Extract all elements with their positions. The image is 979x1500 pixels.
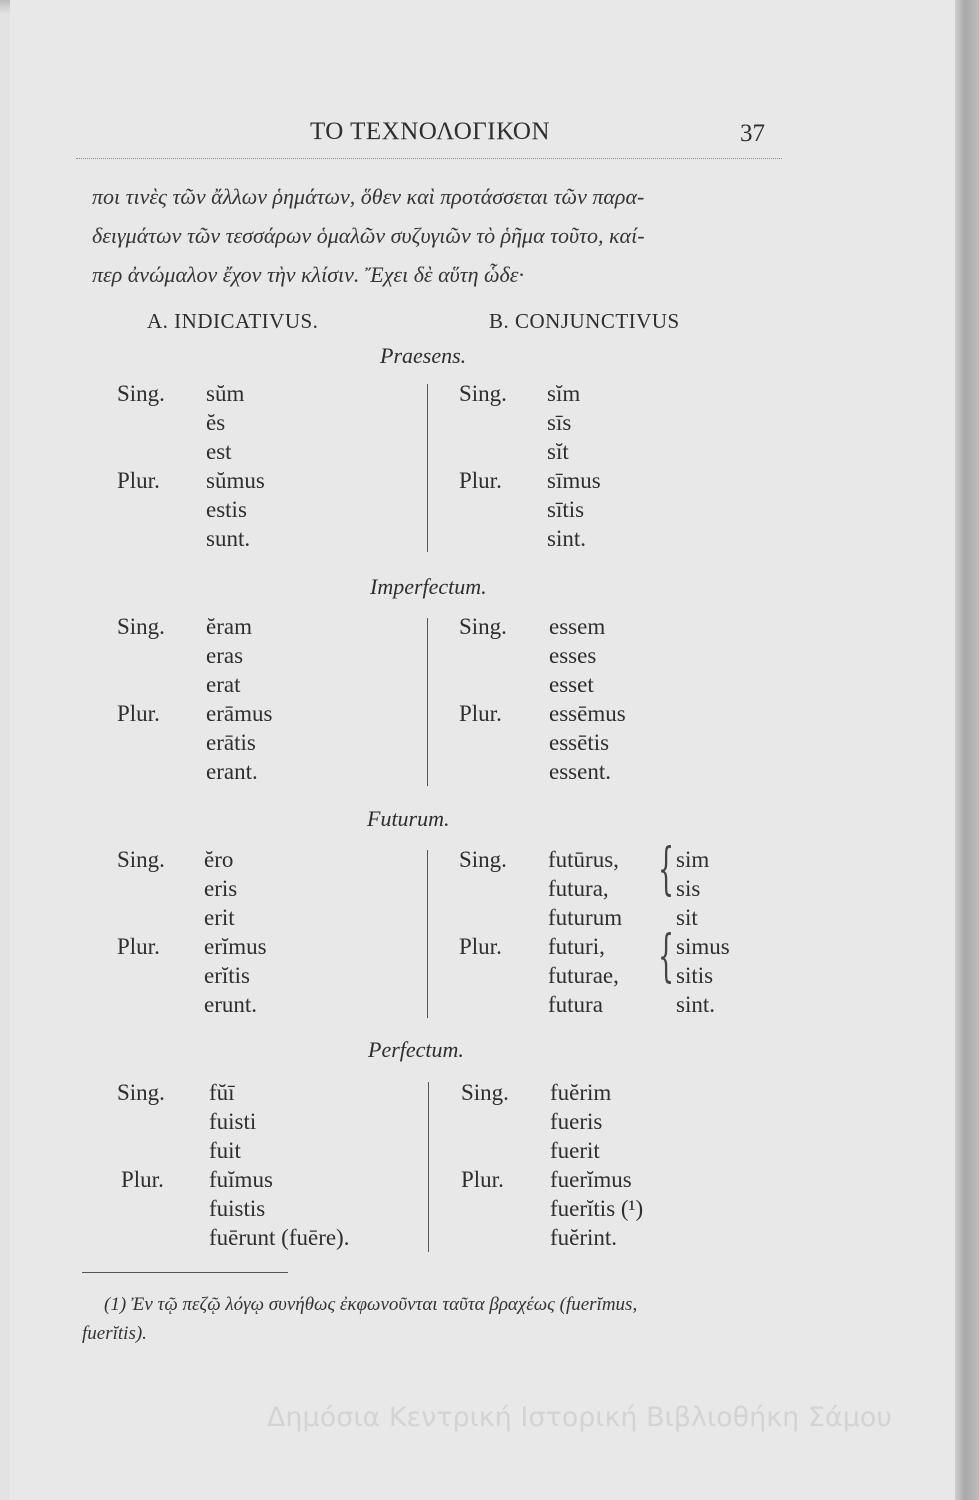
form-auxiliary: sitis — [676, 963, 714, 988]
running-header-title — [0, 118, 860, 146]
tense-heading-imperfectum: Imperfectum. — [370, 574, 487, 599]
label-sing: Sing. — [459, 847, 507, 872]
form-conjunctive: futura, — [548, 876, 609, 901]
form-conjunctive: fuerĭmus — [550, 1167, 632, 1192]
conjunctive-heading: B. CONJUNCTIVUS — [489, 309, 680, 333]
label-plur: Plur. — [117, 934, 160, 959]
label-plur: Plur. — [117, 468, 160, 493]
label-sing: Sing. — [459, 614, 507, 639]
form-indicative: est — [206, 439, 232, 464]
label-sing: Sing. — [117, 1080, 165, 1105]
form-conjunctive: essem — [549, 614, 606, 639]
tense-heading-praesens: Praesens. — [380, 343, 467, 368]
form-conjunctive: futura — [548, 992, 603, 1017]
form-indicative: erit — [204, 905, 235, 930]
label-sing: Sing. — [117, 381, 165, 406]
form-indicative: sŭmus — [206, 468, 265, 493]
form-indicative: fuisti — [209, 1109, 257, 1134]
form-indicative: erāmus — [206, 701, 273, 726]
form-indicative: eris — [204, 876, 238, 901]
form-indicative: sŭm — [206, 381, 245, 406]
tense-heading-perfectum: Perfectum. — [368, 1037, 464, 1062]
form-conjunctive: futuri, — [548, 934, 605, 959]
running-header-text: ΤΟ ΤΕΧΝΟΛΟΓΙΚΟΝ — [309, 118, 551, 145]
form-indicative: sunt. — [206, 526, 251, 551]
label-sing: Sing. — [117, 847, 165, 872]
form-indicative: estis — [206, 497, 247, 522]
form-auxiliary: sim — [676, 847, 710, 872]
form-indicative: ĕro — [204, 847, 234, 872]
label-plur: Plur. — [121, 1167, 164, 1192]
label-sing: Sing. — [461, 1080, 509, 1105]
form-indicative: fuĭmus — [209, 1167, 273, 1192]
library-watermark: Δημόσια Κεντρική Ιστορική Βιβλιοθήκη Σάμου — [266, 1402, 893, 1433]
label-plur: Plur. — [117, 701, 160, 726]
footnote-rule — [82, 1272, 288, 1273]
form-conjunctive: sĭm — [547, 381, 581, 406]
form-indicative: erunt. — [204, 992, 258, 1017]
form-conjunctive: sīmus — [547, 468, 601, 493]
brace-plural: { — [658, 924, 675, 989]
form-indicative: fuit — [209, 1138, 241, 1163]
label-plur: Plur. — [459, 468, 502, 493]
form-conjunctive: fuerĭtis (¹) — [550, 1196, 644, 1221]
intro-line-2: δειγμάτων τῶν τεσσάρων ὁμαλῶν συζυγιῶν τὸ ῥῆμα τοῦτο, καί- — [92, 223, 645, 248]
form-indicative: eras — [206, 643, 244, 668]
intro-line-1: ποι τινὲς τῶν ἄλλων ῥημάτων, ὅθεν καὶ προτάσσεται τῶν παρα- — [92, 184, 645, 209]
footnote-line-2: fuerĭtis). — [82, 1323, 147, 1344]
form-conjunctive: sītis — [547, 497, 585, 522]
form-indicative: fuērunt (fuēre). — [209, 1225, 350, 1250]
label-plur: Plur. — [461, 1167, 504, 1192]
form-conjunctive: fuerit — [550, 1138, 600, 1163]
indicative-heading: A. INDICATIVUS. — [147, 309, 319, 333]
page-number: 37 — [740, 120, 765, 147]
column-divider — [427, 618, 428, 786]
intro-line-3: περ ἀνώμαλον ἔχον τὴν κλίσιν. Ἔχει δὲ αὕτη ὧδε· — [92, 262, 524, 287]
label-plur: Plur. — [459, 701, 502, 726]
form-auxiliary: simus — [676, 934, 730, 959]
column-divider — [428, 1082, 429, 1252]
column-divider — [427, 384, 428, 552]
form-indicative: fuistis — [209, 1196, 266, 1221]
form-indicative: erātis — [206, 730, 256, 755]
column-divider — [427, 850, 428, 1018]
form-indicative: erant. — [206, 759, 258, 784]
form-indicative: fŭī — [209, 1080, 235, 1105]
page-right-edge — [955, 0, 979, 1500]
form-conjunctive: fuĕrim — [550, 1080, 612, 1105]
form-conjunctive: sint. — [547, 526, 586, 551]
form-conjunctive: esset — [549, 672, 594, 697]
form-conjunctive: futūrus, — [548, 847, 619, 872]
form-conjunctive: futurum — [548, 905, 623, 930]
form-conjunctive: essēmus — [549, 701, 626, 726]
form-indicative: ĕram — [206, 614, 252, 639]
form-indicative: erĭtis — [204, 963, 250, 988]
form-indicative: erat — [206, 672, 241, 697]
form-conjunctive: sĭt — [547, 439, 569, 464]
form-auxiliary: sis — [676, 876, 701, 901]
label-sing: Sing. — [459, 381, 507, 406]
form-conjunctive: fuĕrint. — [550, 1225, 618, 1250]
form-conjunctive: fueris — [550, 1109, 603, 1134]
form-indicative: ĕs — [206, 410, 226, 435]
form-conjunctive: essētis — [549, 730, 610, 755]
form-auxiliary: sint. — [676, 992, 715, 1017]
form-conjunctive: sīs — [547, 410, 572, 435]
form-auxiliary: sit — [676, 905, 698, 930]
label-sing: Sing. — [117, 614, 165, 639]
form-conjunctive: futurae, — [548, 963, 619, 988]
form-conjunctive: esses — [549, 643, 597, 668]
form-conjunctive: essent. — [549, 759, 611, 784]
footnote-line-1: (1) Ἐν τῷ πεζῷ λόγῳ συνήθως ἐκφωνοῦνται ταῦτα βραχέως (fuerĭmus, — [104, 1294, 638, 1315]
form-indicative: erĭmus — [204, 934, 267, 959]
label-plur: Plur. — [459, 934, 502, 959]
header-rule — [76, 158, 782, 159]
brace-singular: { — [658, 837, 675, 902]
tense-heading-futurum: Futurum. — [367, 806, 450, 831]
